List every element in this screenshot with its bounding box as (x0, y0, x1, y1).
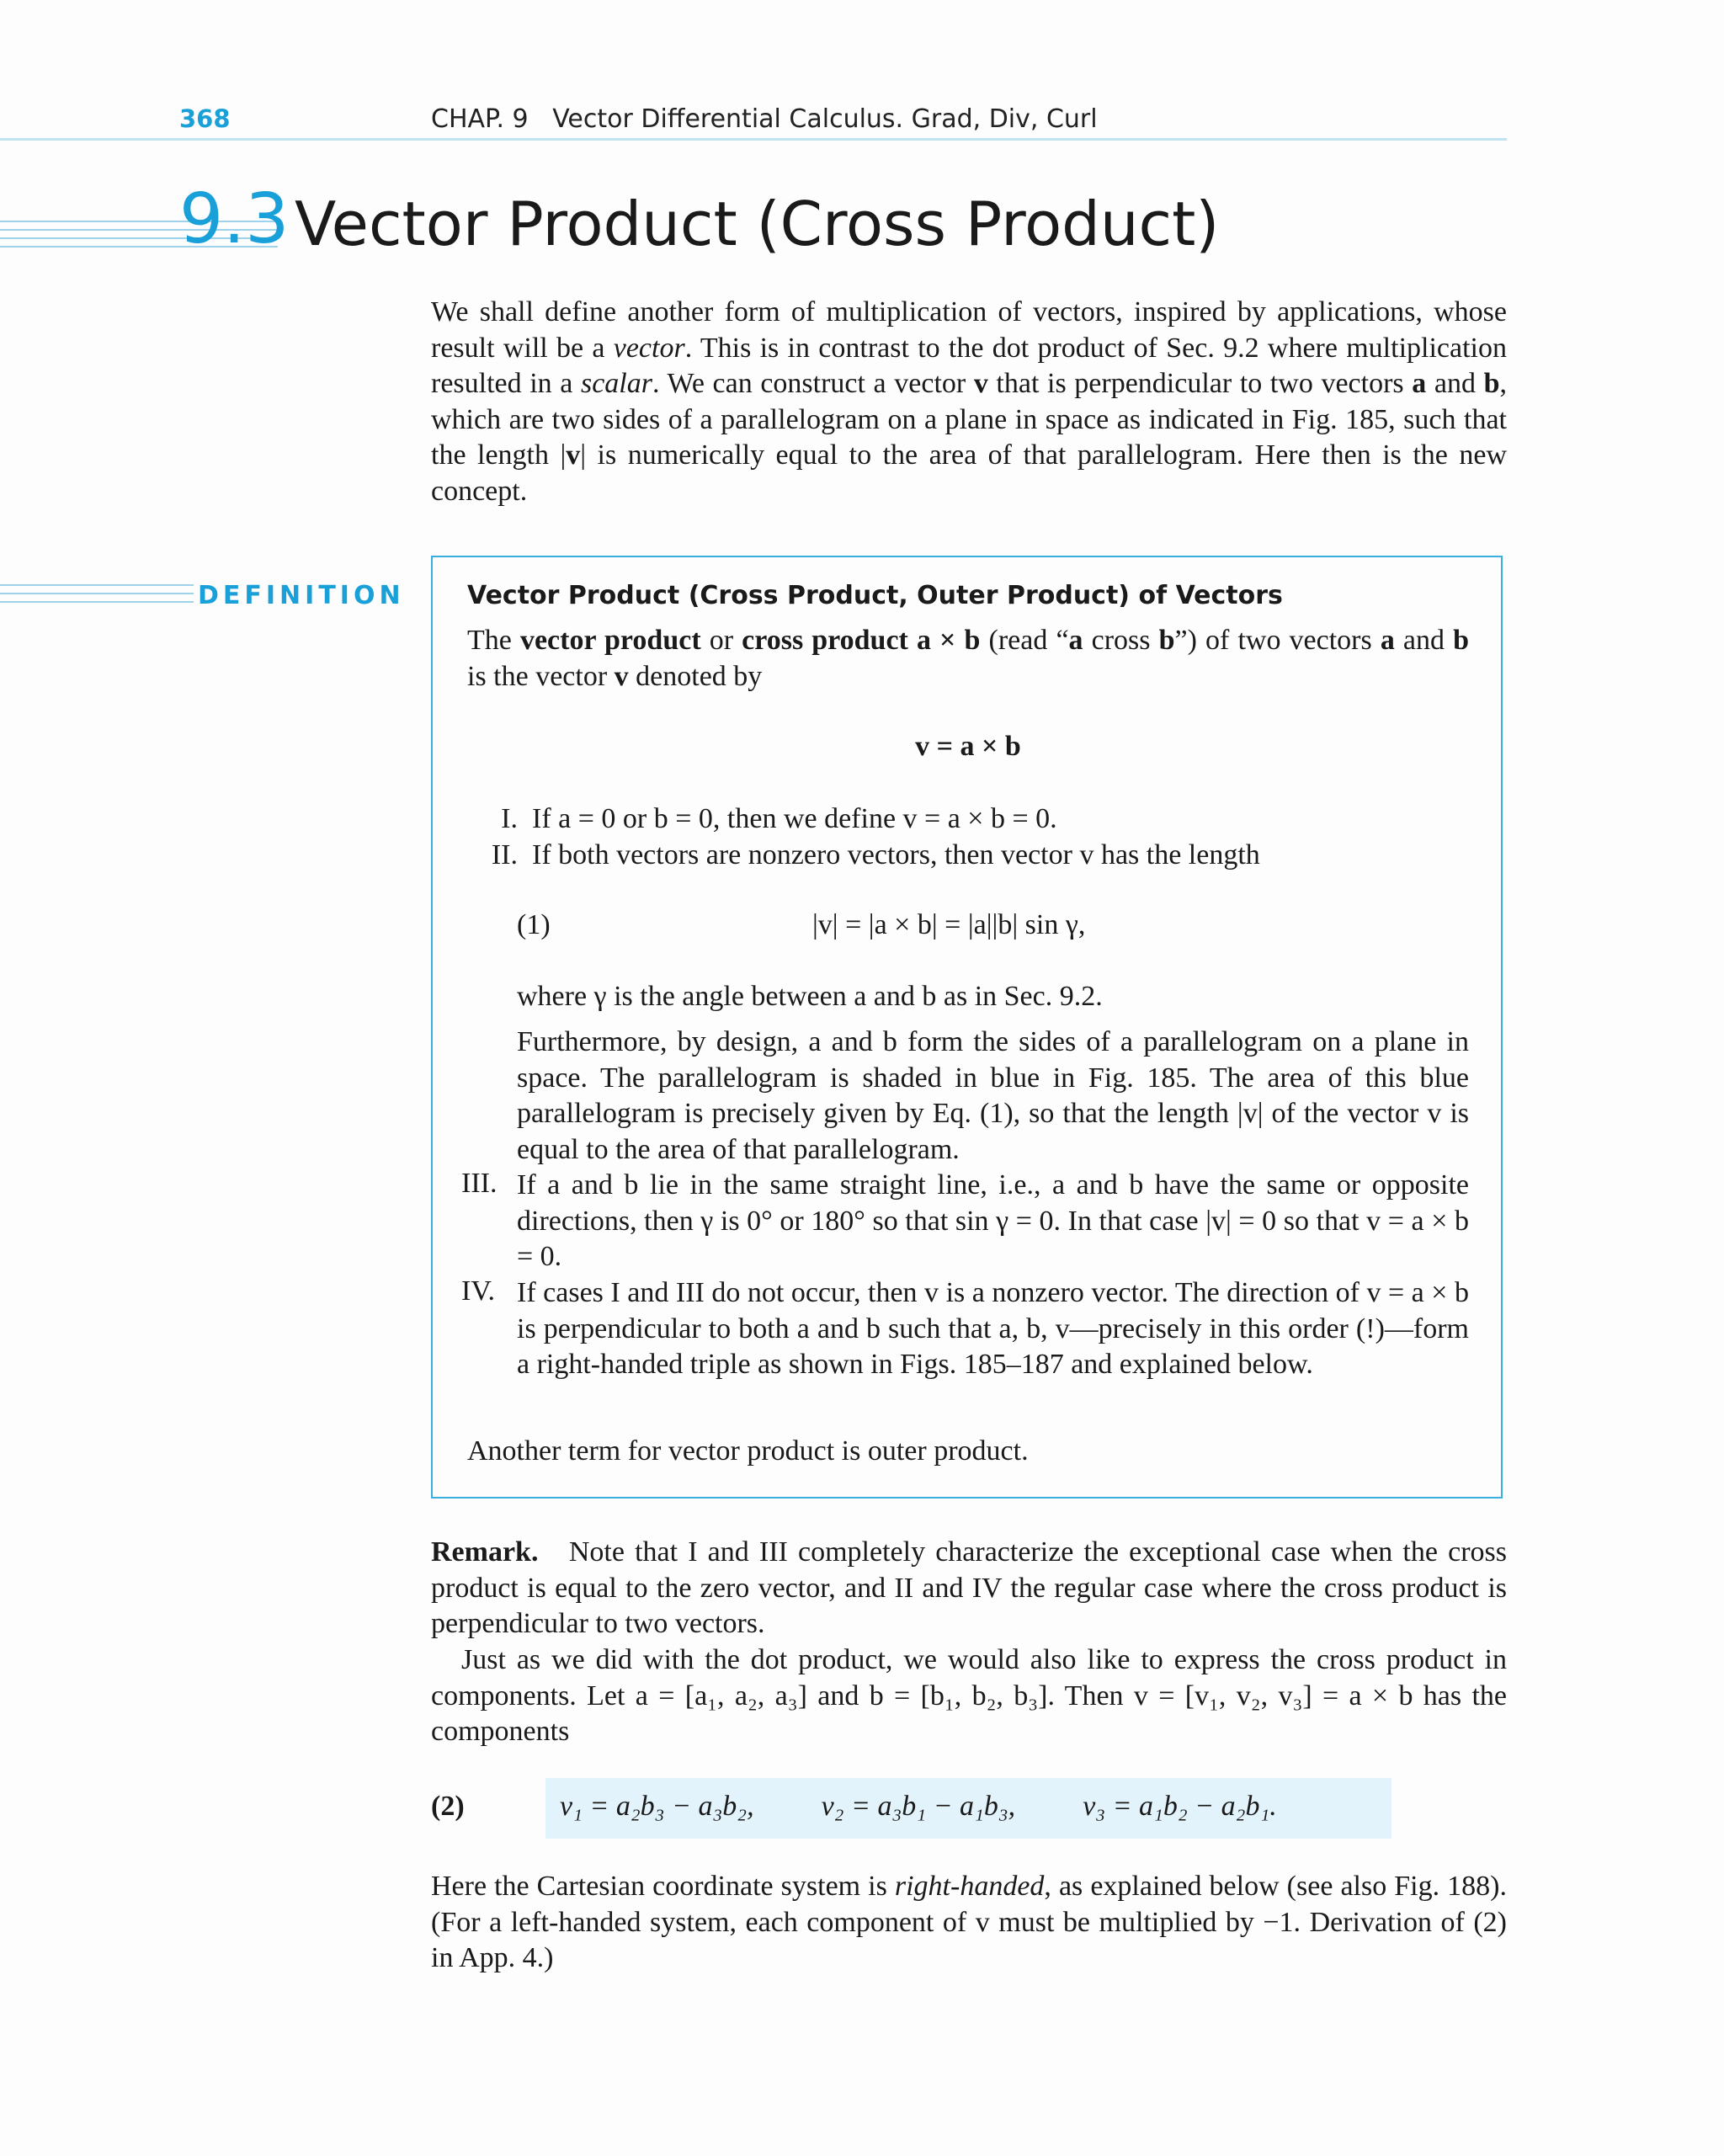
remark-paragraph: Remark. Note that I and III completely characterize the exceptional case when the cross product is equal to the zero vector, and II and IV the regular case where the cross product is perpendicular to two vectors. (431, 1536, 1507, 1639)
item-text: If both vectors are nonzero vectors, then vector v has the length (532, 839, 1260, 870)
definition-item-4: If cases I and III do not occur, then v is a nonzero vector. The direction of v = a × b is perpendicular to both a and b such that a, b, v—precisely in this order (!)—form a right-handed triple as shown in Figs. 185–187 and explained below. (517, 1277, 1469, 1380)
section-title: Vector Product (Cross Product) (295, 189, 1220, 259)
definition-decor-line (0, 584, 194, 586)
eq2-v2: v₂ = a₃b₁ − a₁b₃, (821, 1791, 1016, 1822)
definition-label: DEFINITION (198, 581, 405, 610)
outer-product-note: Another term for vector product is outer product. (467, 1435, 1029, 1467)
eq2-v1: v₁ = a₂b₃ − a₃b₂, (560, 1791, 754, 1822)
equation-number-1: (1) (517, 909, 551, 940)
item-text: If a = 0 or b = 0, then we define v = a × b = 0. (532, 803, 1057, 834)
item-number: II. (491, 839, 518, 870)
where-text: where γ is the angle between a and b as in Sec. 9.2. (517, 981, 1103, 1012)
equation-2 (560, 1791, 1385, 1823)
cartesian-paragraph: Here the Cartesian coordinate system is right-handed, as explained below (see also Fig. 188). (For a left-handed system, each component of v must be multiplied by −1. Derivation of (2) in App. 4.) (431, 1871, 1507, 1973)
page-number: 368 (179, 104, 231, 133)
definition-decor-line (0, 601, 194, 603)
equation-number-2: (2) (431, 1791, 465, 1822)
intro-paragraph: We shall define another form of multiplication of vectors, inspired by applications, whose result will be a vector. This is in contrast to the dot product of Sec. 9.2 where multiplication resulted in a scalar. We can construct a vector v that is perpendicular to two vectors a and b, which are two sides of a parallelogram on a plane in space as indicated in Fig. 185, such that the length |v| is numerically equal to the area of that parallelogram. Here then is the new concept. (431, 296, 1508, 507)
remark-label: Remark. (431, 1536, 539, 1568)
definition-item-1 (467, 801, 1057, 838)
running-header: CHAP. 9 Vector Differential Calculus. Grad, Div, Curl (431, 104, 1098, 134)
definition-decor-line (0, 593, 194, 594)
display-equation: v = a × b (915, 731, 1021, 762)
equation-1: |v| = |a × b| = |a||b| sin γ, (812, 909, 1086, 940)
definition-item-4-number: IV. (461, 1275, 495, 1307)
definition-item-3-number: III. (461, 1168, 498, 1199)
definition-item-2 (467, 838, 1260, 874)
section-number: 9.3 (179, 179, 290, 259)
furthermore-paragraph: Furthermore, by design, a and b form the sides of a parallelogram on a plane in space. The parallelogram is shaded in blue in Fig. 185. The area of this blue parallelogram is precisely given by Eq. (1), so that the length |v| of the vector v is equal to the area of that parallelogram. (517, 1026, 1469, 1165)
definition-heading: Vector Product (Cross Product, Outer Product) of Vectors (467, 581, 1283, 610)
definition-intro: The vector product or cross product a × b (read “a cross b”) of two vectors a and b is the vector v denoted by (467, 625, 1470, 692)
definition-item-3: If a and b lie in the same straight line, i.e., a and b have the same or opposite directions, then γ is 0° or 180° so that sin γ = 0. In that case |v| = 0 so that v = a × b = 0. (517, 1169, 1469, 1272)
eq2-v3: v₃ = a₁b₂ − a₂b₁. (1083, 1791, 1277, 1822)
item-number: I. (501, 803, 518, 834)
components-paragraph: Just as we did with the dot product, we would also like to express the cross product in components. Let a = [a₁, a₂, a₃] and b = [b₁, b₂, b₃]. Then v = [v₁, v₂, v₃] = a × b has the components (431, 1644, 1507, 1747)
header-rule (0, 138, 1507, 141)
